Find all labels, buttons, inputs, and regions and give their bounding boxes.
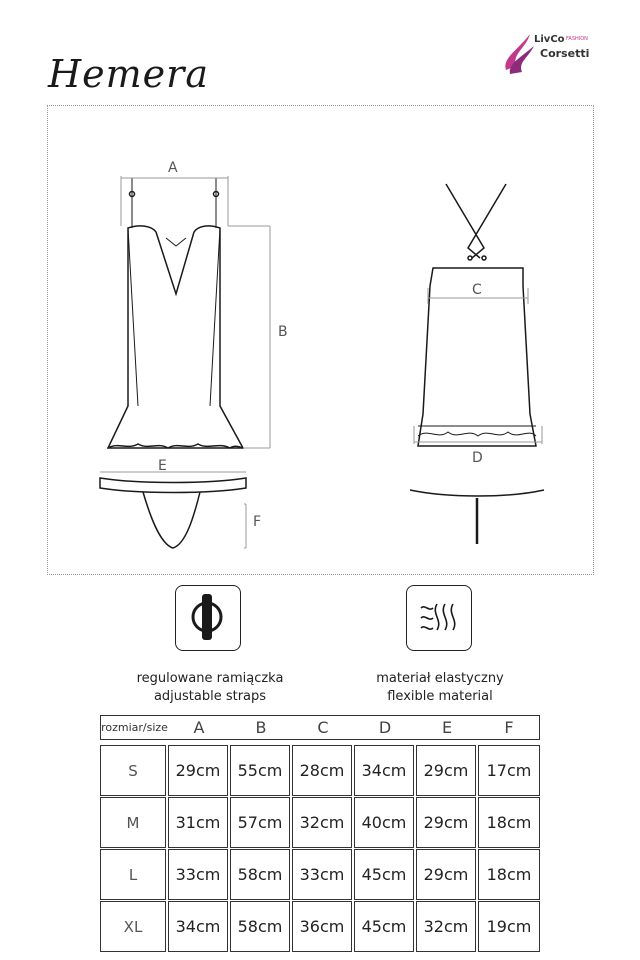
measurement-cell: 34cm (354, 745, 414, 796)
column-header-f: F (504, 718, 514, 737)
dim-label-b: B (278, 324, 288, 340)
size-cell: XL (100, 901, 166, 952)
measurement-cell: 57cm (230, 797, 290, 848)
size-cell: M (100, 797, 166, 848)
measurement-cell: 29cm (416, 849, 476, 900)
size-header-corner: rozmiar/size (101, 721, 168, 734)
column-header-b: B (255, 718, 267, 737)
feature-label-en: adjustable straps (153, 689, 267, 704)
measurement-cell: 32cm (292, 797, 352, 848)
column-header-c: C (317, 718, 329, 737)
product-title: Hemera (48, 52, 209, 96)
column-header-a: A (193, 718, 205, 737)
garment-diagram (47, 105, 594, 575)
brand-logo (500, 30, 600, 80)
feature-label-en: flexible material (387, 689, 493, 704)
measurement-cell: 36cm (292, 901, 352, 952)
thong-back (410, 490, 544, 496)
feature-label-pl: regulowane ramiączka (136, 671, 284, 686)
measurement-cell: 31cm (168, 797, 228, 848)
measurement-cell: 34cm (168, 901, 228, 952)
size-cell: S (100, 745, 166, 796)
measurement-cell: 18cm (478, 849, 540, 900)
dim-label-d: D (472, 450, 483, 466)
size-table (100, 715, 540, 951)
feature-flexible-material (320, 670, 560, 706)
thong-front (100, 478, 246, 493)
measurement-cell: 45cm (354, 849, 414, 900)
measurement-cell: 29cm (168, 745, 228, 796)
flexible-material-icon (406, 585, 472, 651)
feature-adjustable-straps (90, 670, 330, 706)
measurement-cell: 33cm (168, 849, 228, 900)
feature-label-pl: materiał elastyczny (376, 671, 504, 686)
measurement-cell: 17cm (478, 745, 540, 796)
adjustable-strap-icon (175, 585, 241, 651)
size-cell: L (100, 849, 166, 900)
measurement-cell: 28cm (292, 745, 352, 796)
measurement-cell: 29cm (416, 745, 476, 796)
measurement-cell: 32cm (416, 901, 476, 952)
measurement-cell: 33cm (292, 849, 352, 900)
brand-name-2: Corsetti (540, 47, 590, 60)
dim-label-f: F (253, 514, 262, 530)
column-header-e: E (441, 718, 453, 737)
brand-tag: FASHION (566, 36, 588, 42)
measurement-cell: 19cm (478, 901, 540, 952)
dim-label-e: E (158, 458, 167, 474)
measurement-cell: 55cm (230, 745, 290, 796)
dim-label-a: A (168, 160, 178, 176)
chemise-front (108, 226, 243, 448)
measurement-cell: 18cm (478, 797, 540, 848)
column-header-d: D (378, 718, 392, 737)
garment-drawing (48, 106, 595, 576)
measurement-cell: 40cm (354, 797, 414, 848)
measurement-cell: 45cm (354, 901, 414, 952)
measurement-cell: 58cm (230, 849, 290, 900)
measurement-cell: 58cm (230, 901, 290, 952)
brand-name-1: LivCo (534, 34, 565, 45)
size-table-body (100, 745, 540, 951)
size-table-header (100, 715, 540, 740)
dim-label-c: C (472, 282, 482, 298)
measurement-cell: 29cm (416, 797, 476, 848)
